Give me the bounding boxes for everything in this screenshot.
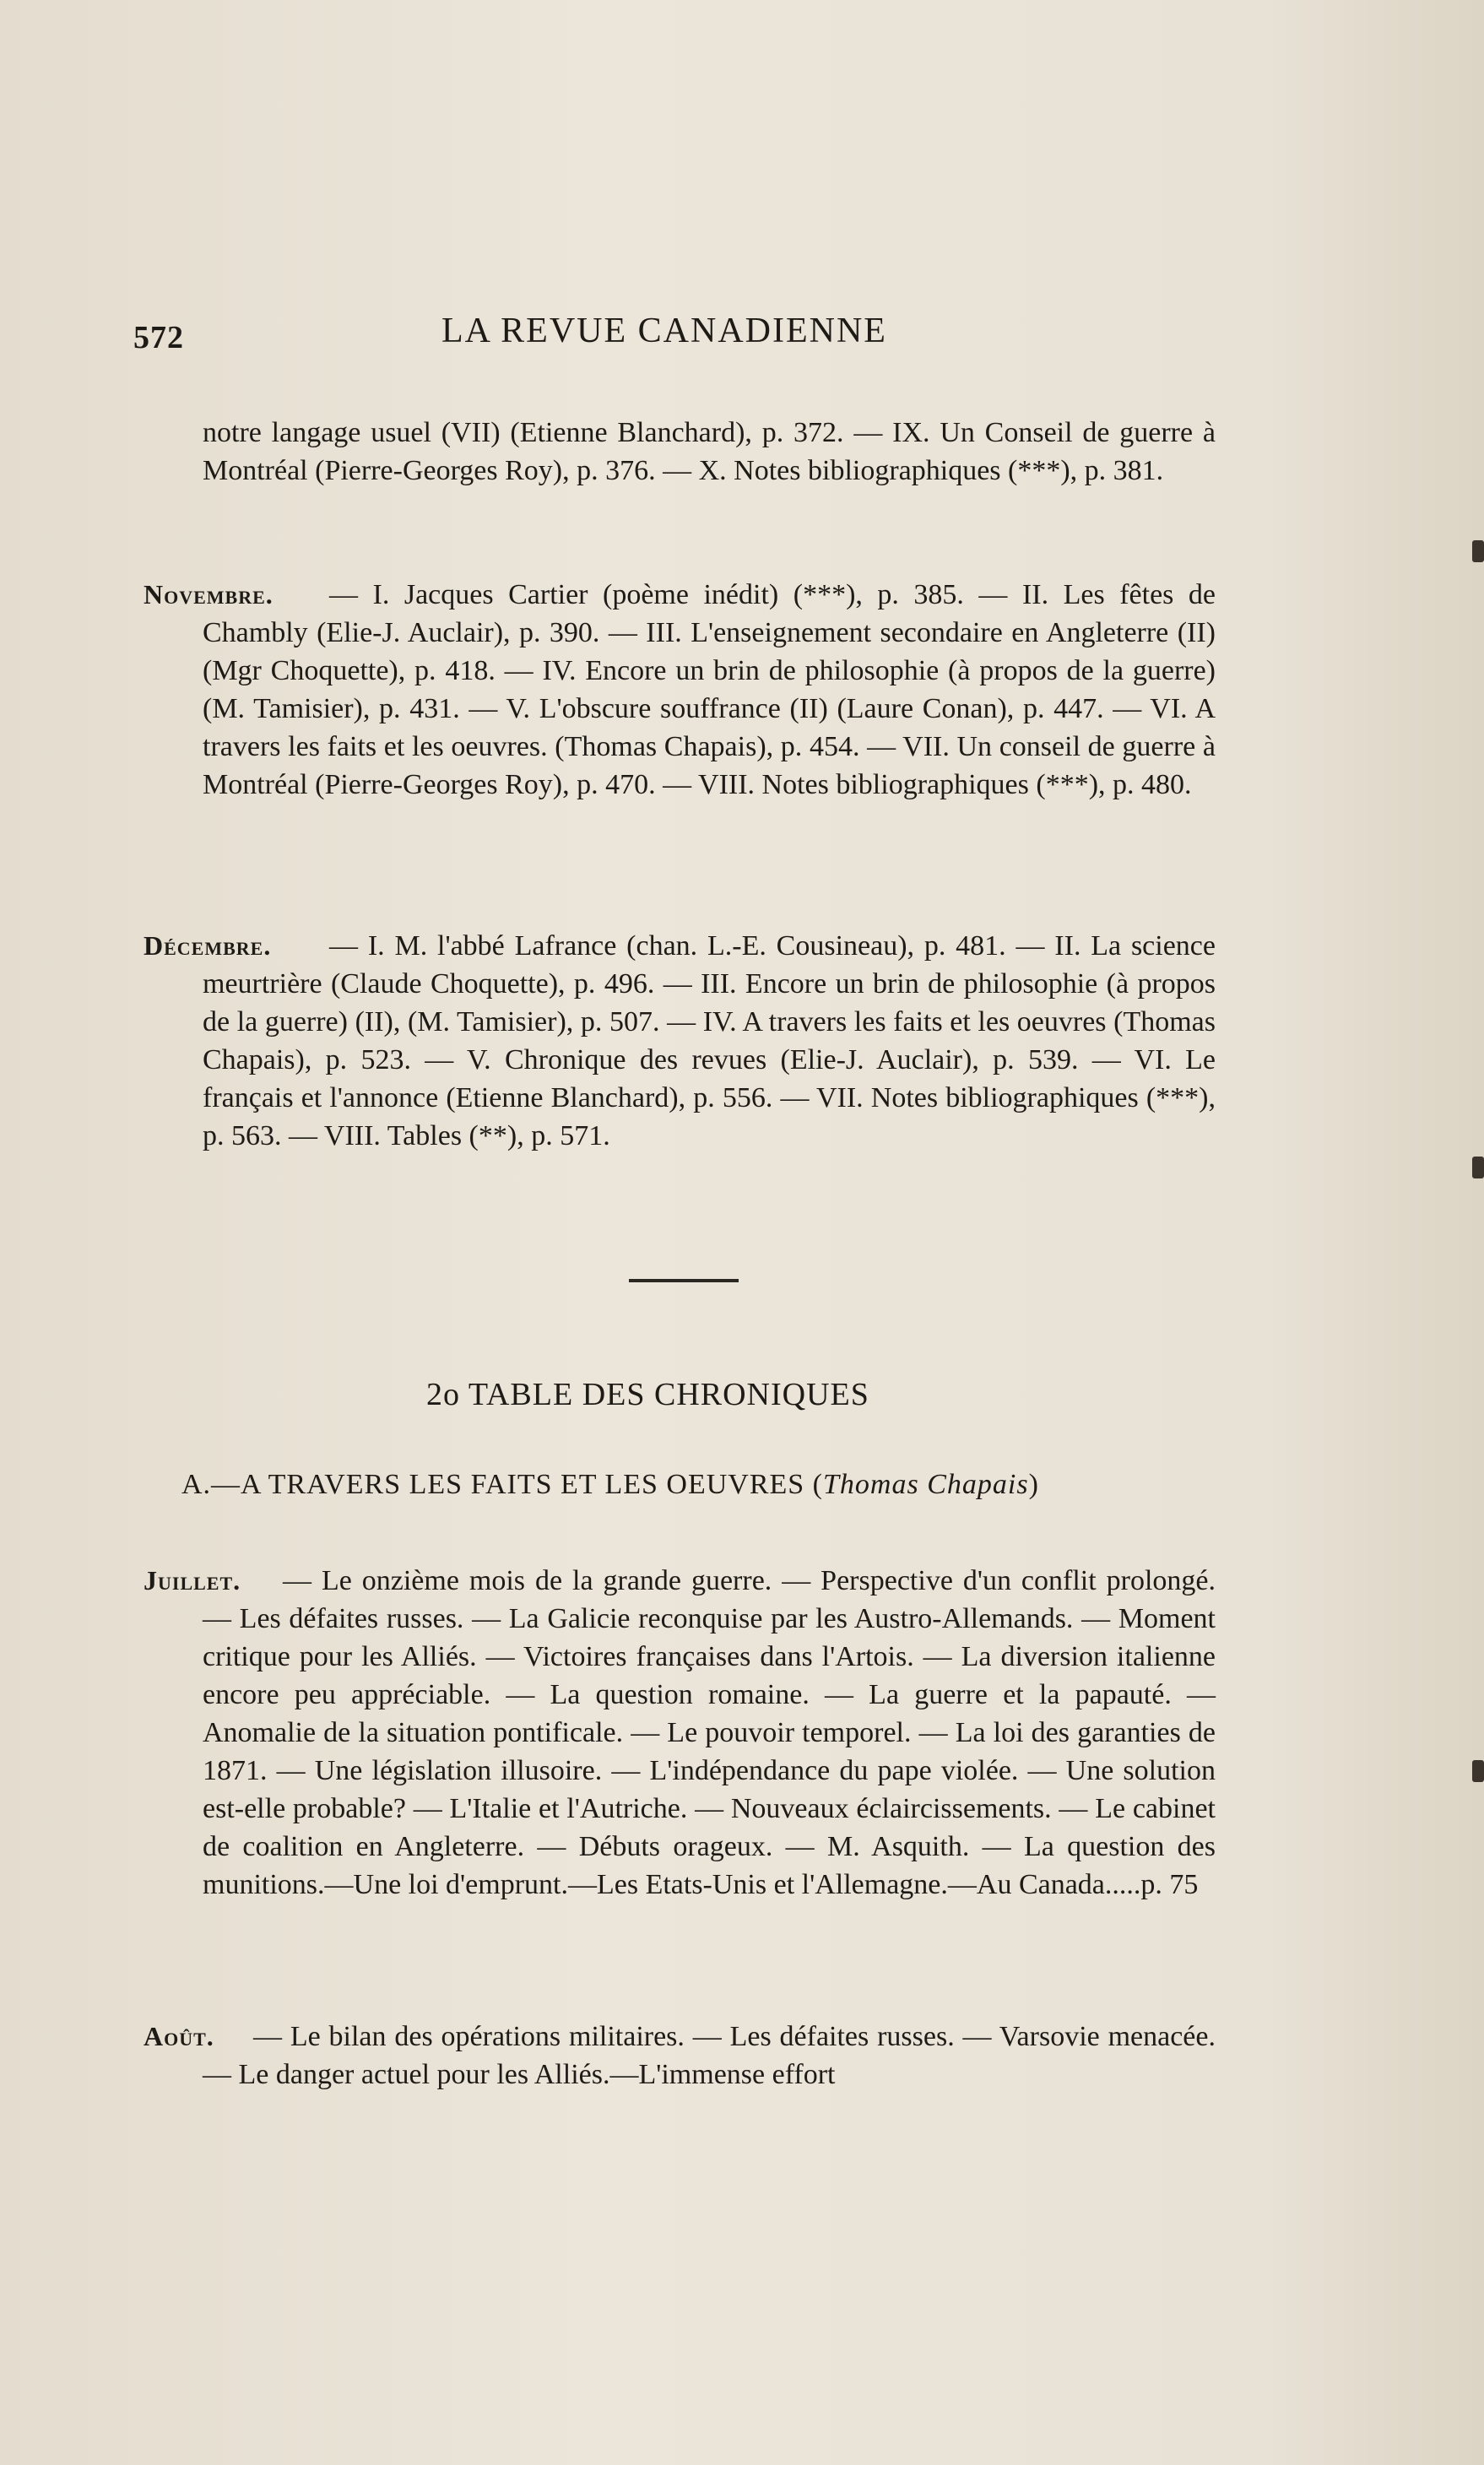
chronicle-month: Juillet. bbox=[144, 1565, 241, 1595]
page-number: 572 bbox=[133, 320, 184, 355]
entry-novembre bbox=[144, 576, 1216, 804]
subsection-author: Thomas Chapais bbox=[823, 1469, 1029, 1500]
page-edge-mark bbox=[1472, 540, 1484, 562]
entry-decembre bbox=[144, 927, 1216, 1155]
entry-month: Décembre. bbox=[144, 930, 272, 961]
entry-text: — I. M. l'abbé Lafrance (chan. L.-E. Cousineau), p. 481. — II. La science meurtrière (Claude Choquette), p. 496. — III. Encore un brin de philosophie (à propos de la guerre) (II), (M. Tamisier), p. 507. — IV. A travers les faits et les oeuvres (Thomas Chapais), p. 523. — V. Chronique des revues (Elie-J. Auclair), p. 539. — VI. Le français et l'annonce (Etienne Blanchard), p. 556. — VII. Notes bibliographiques (***), p. 563. — VIII. Tables (**), p. 571. bbox=[203, 930, 1216, 1151]
page-edge-mark bbox=[1472, 1760, 1484, 1782]
chronicle-text: — Le bilan des opérations militaires. — Les défaites russes. — Varsovie menacée. — Le danger actuel pour les Alliés.—L'immense effort bbox=[203, 2021, 1216, 2090]
section-divider bbox=[629, 1279, 739, 1282]
section-title: 2o TABLE DES CHRONIQUES bbox=[426, 1377, 869, 1412]
chronicle-month: Août. bbox=[144, 2021, 214, 2051]
continuation-text: notre langage usuel (VII) (Etienne Blanchard), p. 372. — IX. Un Conseil de guerre à Montréal (Pierre-Georges Roy), p. 376. — X. Notes bibliographiques (***), p. 381. bbox=[203, 417, 1216, 486]
chronicle-text: — Le onzième mois de la grande guerre. — Perspective d'un conflit prolongé. — Les défaites russes. — La Galicie reconquise par les Austro-Allemands. — Moment critique pour les Alliés. — Victoires françaises dans l'Artois. — La diversion italienne encore peu appréciable. — La question romaine. — La guerre et la papauté. — Anomalie de la situation pontificale. — Le pouvoir temporel. — La loi des garanties de 1871. — Une législation illusoire. — L'indépendance du pape violée. — Une solution est-elle probable? — L'Italie et l'Autriche. — Nouveaux éclaircissements. — Le cabinet de coalition en Angleterre. — Débuts orageux. — M. Asquith. — La question des munitions.—Une loi d'emprunt.—Les Etats-Unis et l'Allemagne.—Au Canada.....p. 75 bbox=[203, 1565, 1216, 1900]
running-title: LA REVUE CANADIENNE bbox=[441, 312, 887, 350]
subsection-title: A.—A TRAVERS LES FAITS ET LES OEUVRES (Thomas Chapais) bbox=[181, 1469, 1039, 1500]
continuation-paragraph bbox=[203, 414, 1216, 490]
entry-text: — I. Jacques Cartier (poème inédit) (***), p. 385. — II. Les fêtes de Chambly (Elie-J. Auclair), p. 390. — III. L'enseignement secondaire en Angleterre (II) (Mgr Choquette), p. 418. — IV. Encore un brin de philosophie (à propos de la guerre) (M. Tamisier), p. 431. — V. L'obscure souffrance (II) (Laure Conan), p. 447. — VI. A travers les faits et les oeuvres. (Thomas Chapais), p. 454. — VII. Un conseil de guerre à Montréal (Pierre-Georges Roy), p. 470. — VIII. Notes bibliographiques (***), p. 480. bbox=[203, 579, 1216, 800]
chronicle-aout bbox=[144, 2018, 1216, 2094]
chronicle-juillet bbox=[144, 1562, 1216, 1904]
page-header bbox=[133, 311, 1231, 361]
entry-month: Novembre. bbox=[144, 579, 274, 609]
page-edge-mark bbox=[1472, 1157, 1484, 1178]
